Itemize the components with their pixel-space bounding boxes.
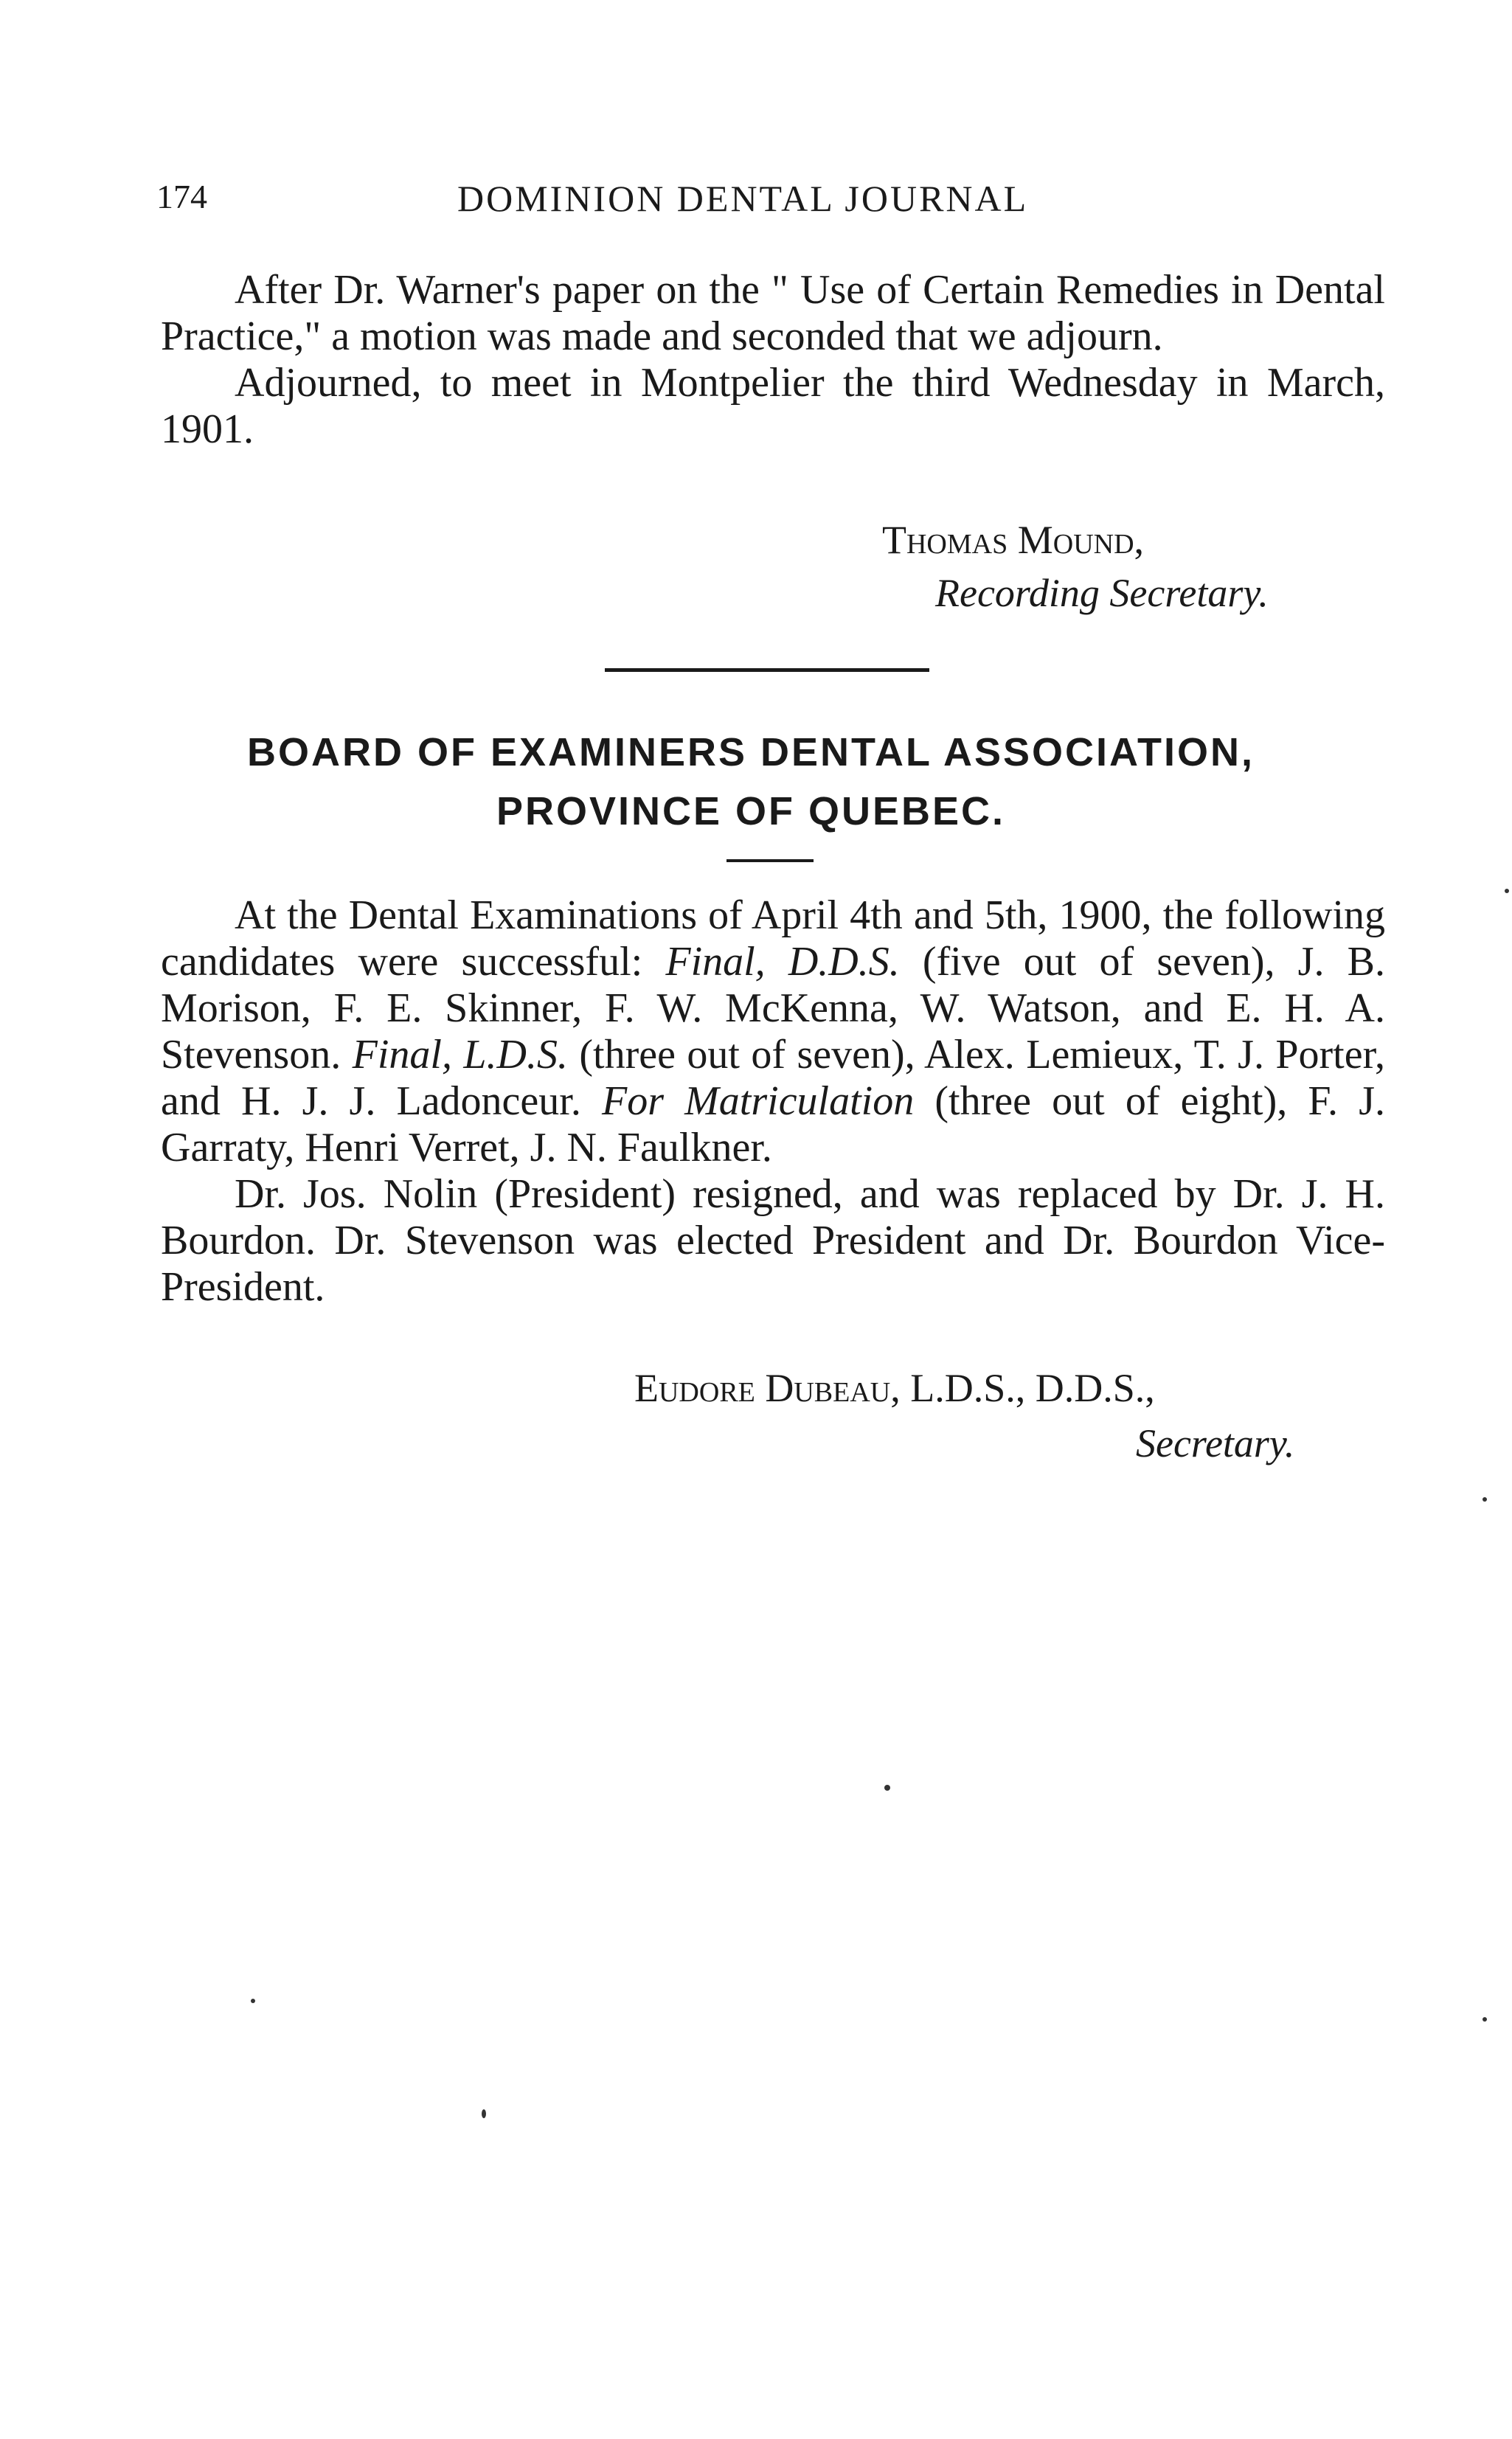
secretary-degrees: , L.D.S., D.D.S., xyxy=(890,1366,1155,1410)
board-heading-line-1: BOARD OF EXAMINERS DENTAL ASSOCIATION, xyxy=(246,730,1255,774)
president-paragraph: Dr. Jos. Nolin (President) resigned, and was replaced by Dr. J. H. Bourdon. Dr. Stevenson was elected President and Dr. Bourdon Vice-President. xyxy=(161,1171,1385,1310)
print-speck xyxy=(884,1785,890,1791)
secretary-title: Secretary. xyxy=(1136,1421,1295,1465)
print-speck xyxy=(251,1999,255,2003)
page-header xyxy=(0,177,1512,229)
board-heading-line-2: PROVINCE OF QUEBEC. xyxy=(496,789,1006,833)
adjourn-motion-paragraph: After Dr. Warner's paper on the " Use of Certain Remedies in Dental Practice," a motion was made and seconded that we adjourn. xyxy=(161,267,1385,359)
page-number: 174 xyxy=(156,178,207,215)
minutes-section xyxy=(161,267,1385,453)
board-section xyxy=(161,892,1385,1311)
adjourned-paragraph: Adjourned, to meet in Montpelier the third Wednesday in March, 1901. xyxy=(161,360,1385,452)
print-speck xyxy=(1482,1497,1487,1502)
recording-secretary-name: Thomas Mound, xyxy=(882,518,1145,562)
secretary-signature xyxy=(634,1364,1155,1412)
secretary-name: Eudore Dubeau xyxy=(634,1366,891,1410)
print-speck xyxy=(482,2109,486,2118)
print-speck xyxy=(1505,889,1509,893)
examinations-paragraph: At the Dental Examinations of April 4th and 5th, 1900, the following candidates were successful: Final, D.D.S. (five out of seven), J. B. Morison, F. E. Skinner, F. W. McKenna, W. Watson, and E. H. A. Stevenson. Final, L.D.S. (three out of seven), Alex. Lemieux, T. J. Porter, and H. J. J. Ladonceur. For Matriculation (three out of eight), F. J. Garraty, Henri Verret, J. N. Faulkner. xyxy=(161,892,1385,1170)
recording-secretary-title: Recording Secretary. xyxy=(935,571,1269,615)
heading-underline xyxy=(726,859,814,862)
print-speck xyxy=(1482,2017,1487,2022)
section-divider xyxy=(605,668,929,672)
running-title: DOMINION DENTAL JOURNAL xyxy=(457,178,1029,219)
